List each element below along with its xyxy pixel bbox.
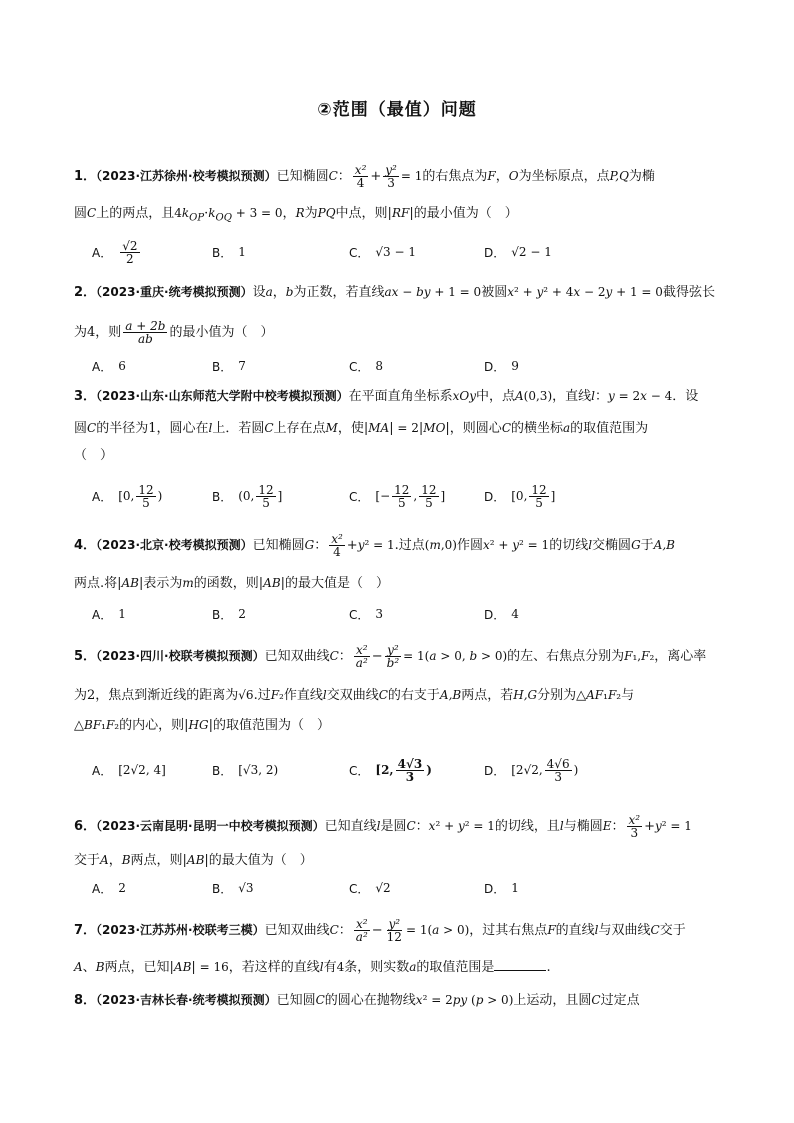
question-number: 2． [74,285,97,300]
question-5-line-3: △BF₁F₂的内心，则|HG|的取值范围为（ ） [74,718,330,733]
question-number: 8． [74,993,97,1008]
option-a[interactable]: A． [2√2, 4] [92,763,166,778]
question-source: （2023·重庆·统考模拟预测） [96,285,253,299]
question-1-line-2: 圆C上的两点，且$4k_{OP}\cdot k_{OQ} + 3 = 0$，R为PQ中点，则|RF|的最小值为（ ） [74,206,518,224]
question-3-line-3: （ ） [74,448,114,463]
question-source: （2023·北京·校考模拟预测） [96,538,253,552]
option-a[interactable]: A． $\frac{√2}{2}$ [92,238,138,266]
option-a[interactable]: A． [0, $\frac{12}{5}$ ) [92,482,163,510]
question-6-line-1: 6．（2023·云南昆明·昆明一中校考模拟预测）已知直线l是圆C：x² + y² = 1的切线，且l与椭圆E： $\frac{\text{x²}}{3}$ +y² = 1 [74,813,692,840]
question-1-line-1: 1．（2023·江苏徐州·校考模拟预测）已知椭圆C： $\frac{\text{x²}}{4}$ + $\frac{\text{y²}}{3}$ = 1的右焦点为F，O为坐标原点，点P,Q为椭 [74,163,655,190]
option-c[interactable]: C． 3 [349,607,384,622]
question-2-options [92,346,712,386]
question-3-options [92,476,712,516]
question-7-line-2: A、B两点，已知|AB| = 16，若这样的直线l有4条，则实数a的取值范围是 . [74,960,551,975]
option-a[interactable]: A． 1 [92,607,126,622]
question-3-line-1: 3．（2023·山东·山东师范大学附中校考模拟预测）在平面直角坐标系xOy中，点A(0,3)，直线l：y = 2x − 4．设 [74,389,699,404]
option-b[interactable]: B． 1 [212,245,246,260]
question-2-line-2: 为4，则 $\frac{a + 2b}{ab}$ 的最小值为（ ） [74,319,274,346]
question-4-options [92,594,712,634]
option-d[interactable]: D． 1 [484,881,519,896]
question-number: 4． [74,538,97,553]
option-c[interactable]: C． √3 − 1 [349,245,416,260]
question-source: （2023·吉林长春·统考模拟预测） [96,993,277,1007]
question-number: 1． [74,169,97,184]
option-a[interactable]: A． 2 [92,881,126,896]
question-number: 5． [74,649,97,664]
answer-blank[interactable] [494,958,546,971]
question-7-line-1: 7．（2023·江苏苏州·校联考三模）已知双曲线C： $\frac{\text{x²}}{\text{a²}}$ − $\frac{\text{y²}}{12}$ = 1(a > 0)，过其右焦点F的直线l与双曲线C交于 [74,917,686,944]
question-3-line-2: 圆C的半径为1，圆心在l上．若圆C上存在点M，使|MA| = 2|MO|，则圆心C的横坐标a的取值范围为 [74,421,649,436]
question-1-options [92,232,712,272]
question-4-line-2: 两点.将|AB|表示为m的函数，则|AB|的最大值是（ ） [74,576,390,591]
question-5-line-2: 为2，焦点到渐近线的距离为√6.过F₂作直线l交双曲线C的右支于A,B两点，若H,G分别为△AF₁F₂与 [74,688,635,703]
option-c[interactable]: C． [− $\frac{12}{5}$ , $\frac{12}{5}$ ] [349,482,446,510]
question-6-line-2: 交于A，B两点，则|AB|的最大值为（ ） [74,853,313,868]
question-number: 3． [74,389,97,404]
option-c[interactable]: C． [2, $\frac{4√3}{3}$ ) [349,756,432,784]
option-d[interactable]: D． [0, $\frac{12}{5}$ ] [484,482,556,510]
option-c[interactable]: C． 8 [349,359,384,374]
question-source: （2023·四川·校联考模拟预测） [96,649,265,663]
page-title: ②范围（最值）问题 [317,100,477,120]
question-source: （2023·江苏徐州·校考模拟预测） [96,169,277,183]
option-d[interactable]: D． √2 − 1 [484,245,552,260]
option-d[interactable]: D． 9 [484,359,519,374]
question-4-line-1: 4．（2023·北京·校考模拟预测）已知椭圆G： $\frac{\text{x²}}{4}$ +y² = 1.过点(m,0)作圆x² + y² = 1的切线l交椭圆G于A,B [74,532,675,559]
question-6-options [92,868,712,908]
question-source: （2023·江苏苏州·校联考三模） [96,923,265,937]
option-b[interactable]: B． 2 [212,607,246,622]
question-number: 7． [74,923,97,938]
option-b[interactable]: B． 7 [212,359,246,374]
question-8-line-1: 8．（2023·吉林长春·统考模拟预测）已知圆C的圆心在抛物线x² = 2py (p > 0)上运动，且圆C过定点 [74,993,640,1008]
question-5-line-1: 5．（2023·四川·校联考模拟预测）已知双曲线C： $\frac{\text{x²}}{\text{a²}}$ − $\frac{\text{y²}}{\text{b²}}$ = 1(a > 0, b > 0)的左、右焦点分别为F₁,F₂，离心率 [74,643,707,670]
option-b[interactable]: B． [√3, 2) [212,763,279,778]
question-source: （2023·山东·山东师范大学附中校考模拟预测） [96,389,349,403]
question-number: 6． [74,819,97,834]
option-a[interactable]: A． 6 [92,359,126,374]
option-d[interactable]: D． [2√2, $\frac{4√6}{3}$ ) [484,756,579,784]
question-source: （2023·云南昆明·昆明一中校考模拟预测） [96,819,325,833]
option-c[interactable]: C． √2 [349,881,391,896]
question-2-line-1: 2．（2023·重庆·统考模拟预测）设a，b为正数，若直线ax − by + 1 = 0被圆x² + y² + 4x − 2y + 1 = 0截得弦长 [74,285,715,300]
option-b[interactable]: B． (0, $\frac{12}{5}$ ] [212,482,283,510]
option-d[interactable]: D． 4 [484,607,519,622]
option-b[interactable]: B． √3 [212,881,254,896]
question-5-options [92,750,712,790]
